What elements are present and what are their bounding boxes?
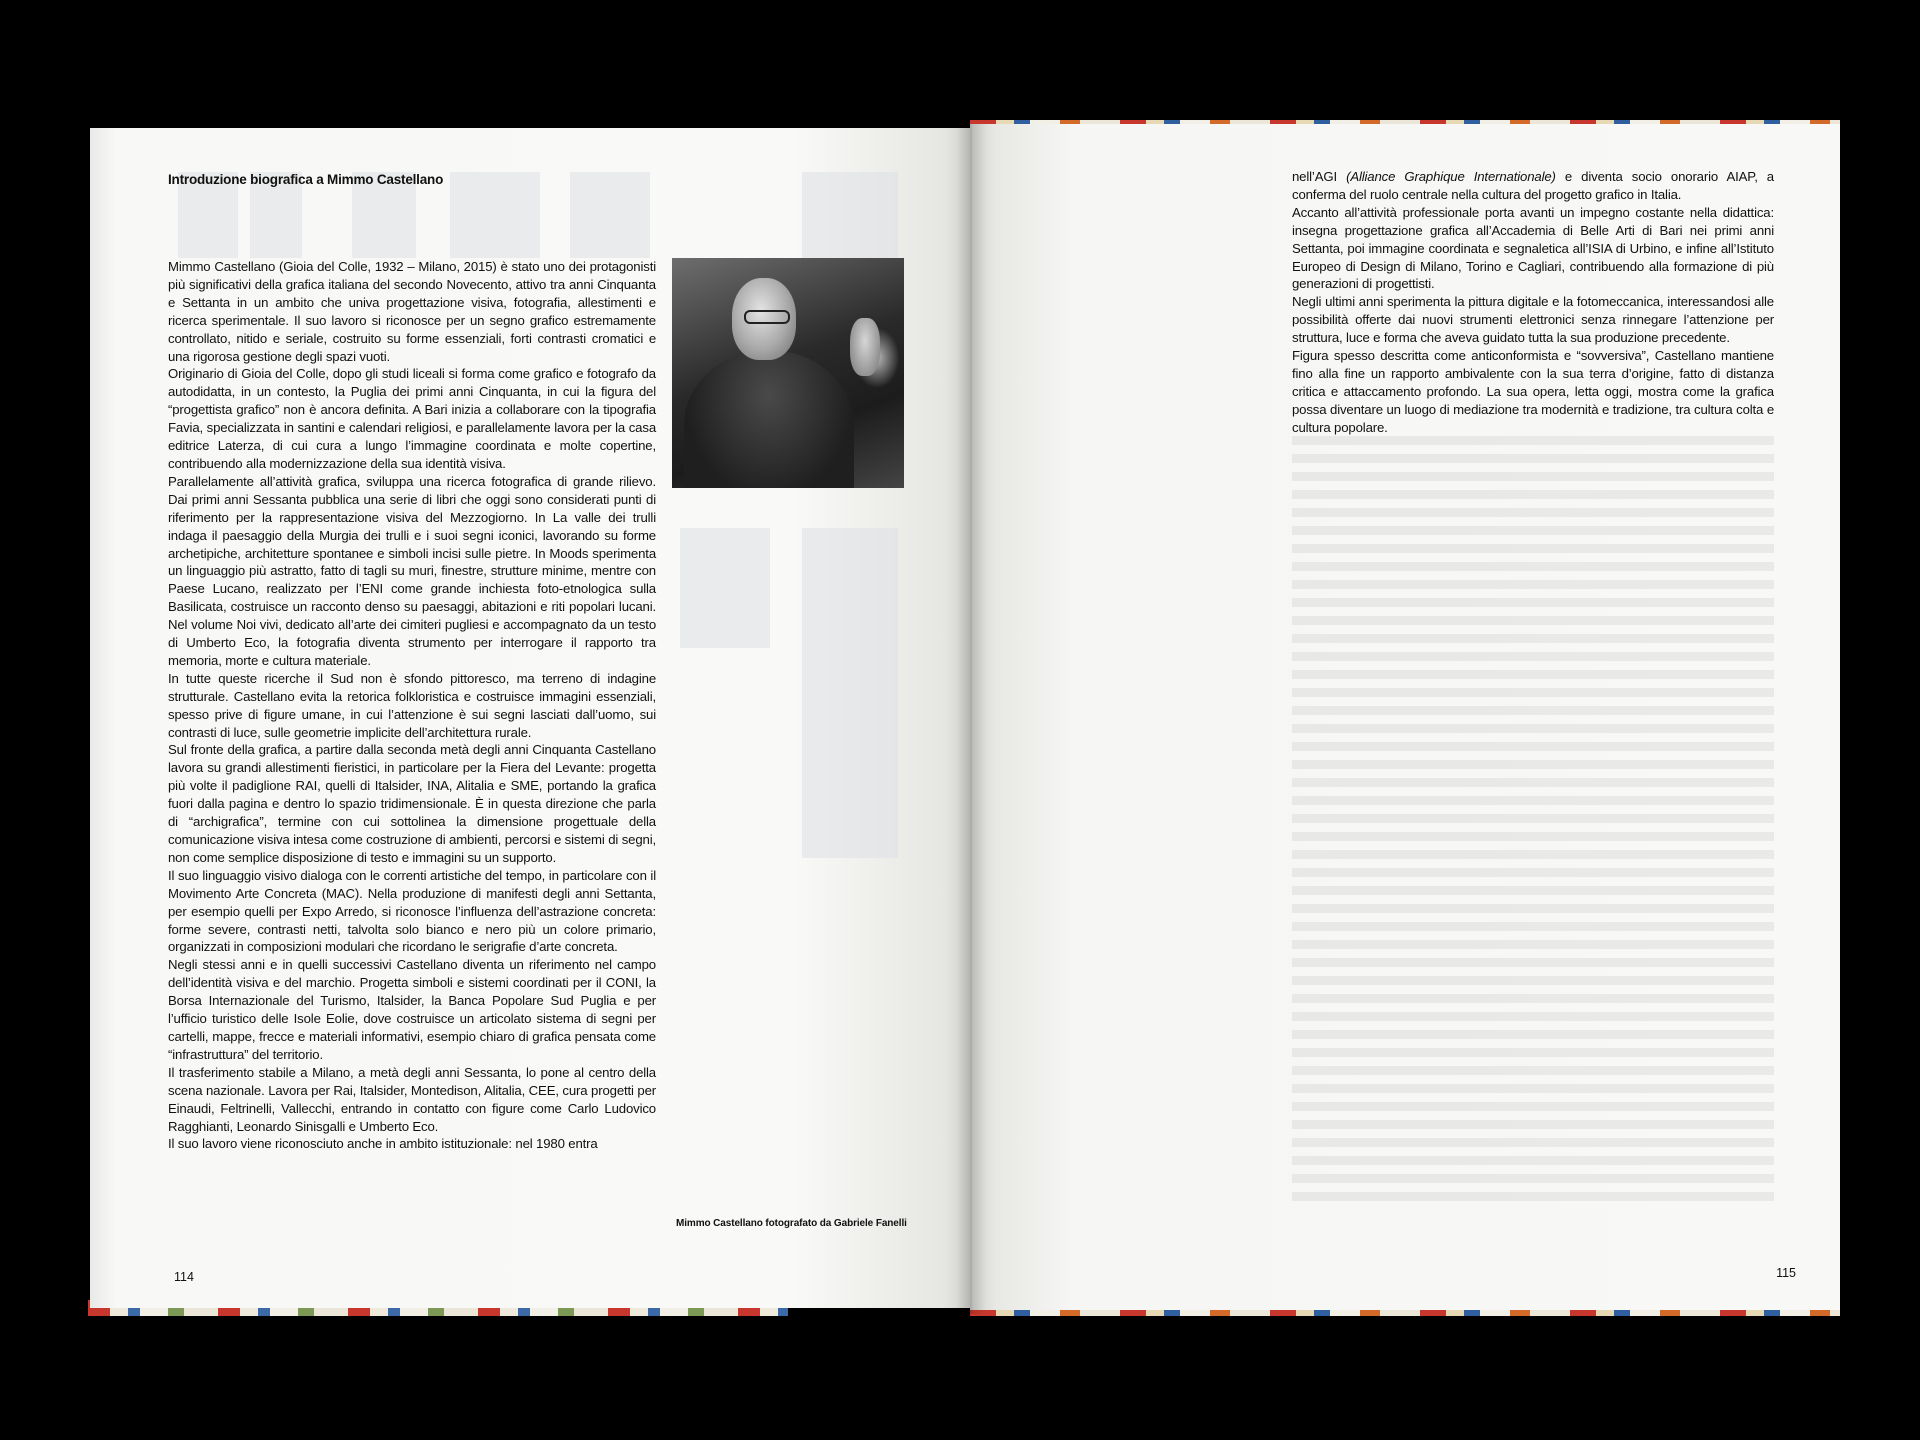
italic-text: (Alliance Graphique Internationale) (1346, 169, 1556, 184)
left-body-text (168, 258, 656, 1153)
paragraph: Figura spesso descritta come anticonformista e “sovversiva”, Castellano mantiene fino alla fine un rapporto ambivalente con la sua terra d’origine, fatto di distanza critica e attaccamento profondo. La sua opera, letta oggi, mostra come la grafica possa diventare un luogo di mediazione tra modernità e tradizione, tra cultura colta e cultura popolare. (1292, 348, 1774, 435)
section-title: Introduzione biografica a Mimmo Castellano (168, 172, 444, 187)
paragraph: Accanto all’attività professionale porta avanti un impegno costante nella didattica: insegna progettazione grafica all’Accademia di Belle Arti di Bari nei primi anni Settanta, poi immagine coordinata e segnaletica all’ISIA di Urbino, e infine all’Istituto Europeo di Design di Milano, Torino e Cagliari, contribuendo alla formazione di più generazioni di progettisti. (1292, 204, 1774, 292)
right-body-text (1292, 168, 1774, 437)
show-through-text (1292, 436, 1774, 1206)
paragraph: Parallelamente all’attività grafica, sviluppa una ricerca fotografica di grande rilievo. Dai primi anni Sessanta pubblica una serie di libri che oggi sono considerati punti di riferimento per la rappresentazione visiva del Mezzogiorno. In La valle dei trulli indaga il paesaggio della Murgia dei trulli e i suoi segni iconici, lavorando su forme archetipiche, architetture spontanee e simboli incisi sulle pietre. In Moods sperimenta un linguaggio più astratto, fatto di tagli su muri, finestre, strutture minime, mentre con Paese Lucano, realizzato per l’ENI come grande inchiesta foto-etnologica sulla Basilicata, costruisce un racconto denso su paesaggi, abitazioni e riti popolari lucani. Nel volume Noi vivi, dedicato all’arte dei cimiteri pugliesi e accompagnato da un testo di Umberto Eco, la fotografia diventa strumento per interrogare il rapporto tra memoria, morte e cultura materiale. (168, 473, 656, 668)
paragraph: Negli ultimi anni sperimenta la pittura digitale e la fotomeccanica, interessandosi alle possibilità offerte dai nuovi strumenti elettronici senza rinnegare l’attenzione per struttura, luce e forma che aveva guidato tutta la sua produzione precedente. (1292, 294, 1774, 346)
right-page (970, 124, 1840, 1310)
show-through-image (802, 528, 898, 858)
paragraph: Il trasferimento stabile a Milano, a metà degli anni Sessanta, lo pone al centro della scena nazionale. Lavora per Rai, Italsider, Montedison, Alitalia, CEE, cura progetti per Einaudi, Feltrinelli, Vallecchi, entrando in contatto con figure come Carlo Ludovico Ragghianti, Leonardo Sinisgalli e Umberto Eco. (168, 1064, 656, 1134)
paragraph: Negli stessi anni e in quelli successivi Castellano diventa un riferimento nel campo dell’identità visiva e del marchio. Progetta simboli e sistemi coordinati per il CONI, la Borsa Internazionale del Turismo, Italsider, la Banca Popolare Sud Puglia e per l’ufficio turistico delle Isole Eolie, dove costruisce un articolato sistema di segni per cartelli, mappe, frecce e materiali informativi, esempio chiaro di grafica pensata come “infrastruttura” del territorio. (168, 957, 656, 1062)
portrait-photo (672, 258, 904, 488)
show-through-image (680, 528, 770, 648)
left-page (90, 128, 970, 1308)
photo-caption: Mimmo Castellano fotografato da Gabriele Fanelli (676, 1218, 907, 1229)
paragraph: Il suo lavoro viene riconosciuto anche in ambito istituzionale: nel 1980 entra (168, 1136, 598, 1152)
paragraph: Sul fronte della grafica, a partire dalla seconda metà degli anni Cinquanta Castellano lavora su grandi allestimenti fieristici, in particolare per la Fiera del Levante: progetta più volte il padiglione RAI, quelli di Italsider, INA, Alitalia e SME, portando la grafica fuori dalla pagina e dentro lo spazio tridimensionale. È in questa direzione che parla di “archigrafica”, termine con cui sottolinea la dimensione progettuale della comunicazione visiva intesa come costruzione di ambienti, percorsi e sistemi di segni, non come semplice disposizione di testo e immagini su un supporto. (168, 742, 656, 865)
page-number-right: 115 (1776, 1266, 1796, 1280)
paragraph: Originario di Gioia del Colle, dopo gli studi liceali si forma come grafico e fotografo da autodidatta, in un contesto, la Puglia dei primi anni Cinquanta, in cui la figura del “progettista grafico” non è ancora definita. A Bari inizia a collaborare con la tipografia Favia, specializzata in santini e calendari religiosi, e parallelamente lavora per la casa editrice Laterza, di cui cura a lungo l’immagine coordinata e molte copertine, contribuendo alla modernizzazione della sua identità visiva. (168, 366, 656, 471)
show-through-image (570, 172, 650, 258)
paragraph: Il suo linguaggio visivo dialoga con le correnti artistiche del tempo, in particolare con il Movimento Arte Concreta (MAC). Nella produzione di manifesti degli anni Settanta, per esempio quelli per Expo Arredo, si riconosce l’influenza dell’astrazione concreta: forme severe, contrasti netti, talvolta solo bianco e nero più un colore primario, organizzati in composizioni modulari che ricordano le serigrafie d’arte concreta. (168, 867, 656, 955)
show-through-image (802, 172, 898, 258)
paragraph: Mimmo Castellano (Gioia del Colle, 1932 – Milano, 2015) è stato uno dei protagonisti più significativi della grafica italiana del secondo Novecento, attivo tra anni Cinquanta e Settanta in un ambito che univa progettazione visiva, fotografia, allestimenti e ricerca sperimentale. Il suo lavoro si riconosce per un segno grafico estremamente controllato, nitido e seriale, costruito su forme essenziali, forti contrasti cromatici e una rigorosa gestione degli spazi vuoti. (168, 259, 656, 364)
show-through-image (450, 172, 540, 258)
paragraph: nell’AGI (Alliance Graphique Internationale) e diventa socio onorario AIAP, a conferma del ruolo centrale nella cultura del progetto grafico in Italia. (1292, 169, 1774, 202)
paragraph: In tutte queste ricerche il Sud non è sfondo pittoresco, ma terreno di indagine strutturale. Castellano evita la retorica folkloristica e costruisce immagini essenziali, spesso prive di figure umane, in cui l’attenzione è sui segni lasciati dall’uomo, sui contrasti di luce, sulle geometrie implicite dell’architettura rurale. (168, 670, 656, 740)
page-number-left: 114 (174, 1270, 194, 1284)
book-gutter (956, 124, 986, 1314)
